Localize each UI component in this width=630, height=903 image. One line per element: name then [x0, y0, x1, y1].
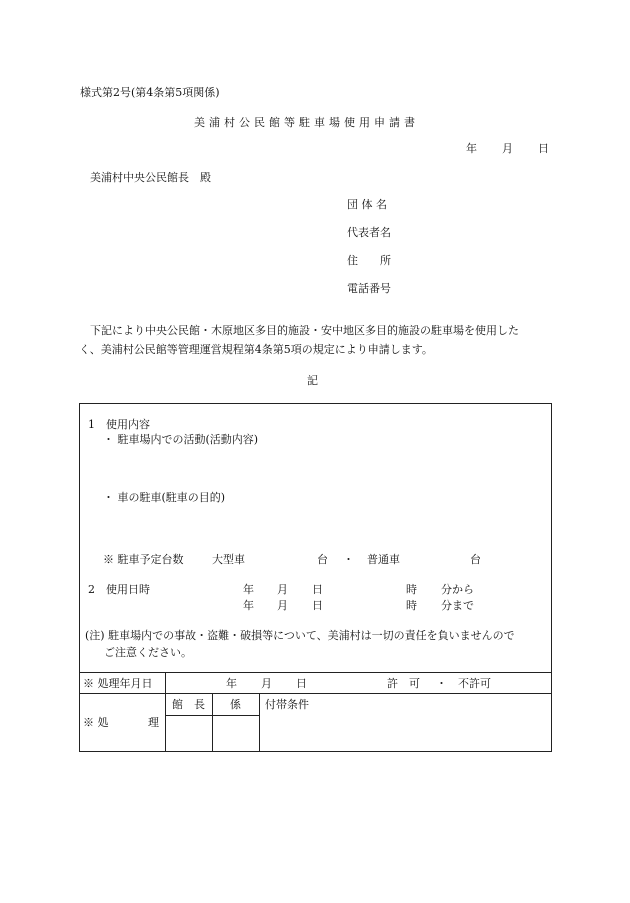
- date-year-label: 年: [466, 142, 477, 155]
- form-number: 様式第2号(第4条第5項関係): [80, 86, 220, 99]
- processing-day-label: 日: [296, 677, 307, 690]
- section1-heading: 1 使用内容: [88, 418, 150, 431]
- from-minute-label: 分から: [441, 583, 474, 596]
- processing-row-divider: [79, 693, 552, 694]
- parking-count-label: ※ 駐車予定台数: [103, 553, 184, 566]
- from-month-label: 月: [277, 583, 288, 596]
- note-line-2: ご注意ください。: [104, 646, 192, 659]
- date-day-label: 日: [538, 142, 549, 155]
- chief-staff-column-rule: [212, 693, 213, 752]
- address-label: 住 所: [347, 254, 391, 267]
- to-year-label: 年: [243, 599, 254, 612]
- large-vehicle-unit: 台: [317, 553, 328, 566]
- permit-separator-dot: ・: [436, 677, 447, 690]
- processing-table-top-rule: [79, 672, 552, 673]
- processing-date-label: ※ 処理年月日: [83, 677, 153, 690]
- normal-vehicle-label: 普通車: [367, 553, 400, 566]
- permit-label: 許 可: [387, 677, 420, 690]
- document-title: 美浦村公民館等駐車場使用申請書: [194, 116, 419, 129]
- staff-seal-header: 係: [230, 698, 241, 711]
- note-line-1: (注) 駐車場内での事故・盗難・破損等について、美浦村は一切の責任を負いませんので: [85, 629, 515, 642]
- processing-month-label: 月: [261, 677, 272, 690]
- to-minute-label: 分まで: [441, 599, 474, 612]
- ki-heading: 記: [307, 374, 318, 387]
- to-month-label: 月: [277, 599, 288, 612]
- conditions-column-rule: [259, 693, 260, 752]
- body-text-line-2: く、美浦村公民館等管理運営規程第4条第5項の規定により申請します。: [79, 343, 433, 356]
- section2-heading: 2 使用日時: [88, 583, 150, 596]
- chief-seal-header: 館 長: [172, 698, 205, 711]
- to-day-label: 日: [312, 599, 323, 612]
- group-name-label: 団 体 名: [347, 198, 387, 211]
- addressee: 美浦村中央公民館長 殿: [90, 171, 211, 184]
- from-hour-label: 時: [406, 583, 417, 596]
- processing-label-end: 理: [148, 716, 159, 729]
- parking-item: ・ 車の駐車(駐車の目的): [103, 491, 226, 504]
- phone-label: 電話番号: [347, 282, 391, 295]
- large-vehicle-label: 大型車: [212, 553, 245, 566]
- deny-label: 不許可: [458, 677, 491, 690]
- conditions-label: 付帯条件: [265, 698, 309, 711]
- processing-label-column-rule: [165, 672, 166, 752]
- representative-label: 代表者名: [347, 226, 391, 239]
- activity-item: ・ 駐車場内での活動(活動内容): [103, 433, 259, 446]
- separator-dot: ・: [343, 553, 354, 566]
- processing-year-label: 年: [226, 677, 237, 690]
- body-text-line-1: 下記により中央公民館・木原地区多目的施設・安中地区多目的施設の駐車場を使用した: [90, 324, 519, 337]
- normal-vehicle-unit: 台: [470, 553, 481, 566]
- date-month-label: 月: [502, 142, 513, 155]
- to-hour-label: 時: [406, 599, 417, 612]
- from-year-label: 年: [243, 583, 254, 596]
- details-box: [79, 403, 552, 752]
- from-day-label: 日: [312, 583, 323, 596]
- processing-label-mark: ※ 処: [83, 716, 109, 729]
